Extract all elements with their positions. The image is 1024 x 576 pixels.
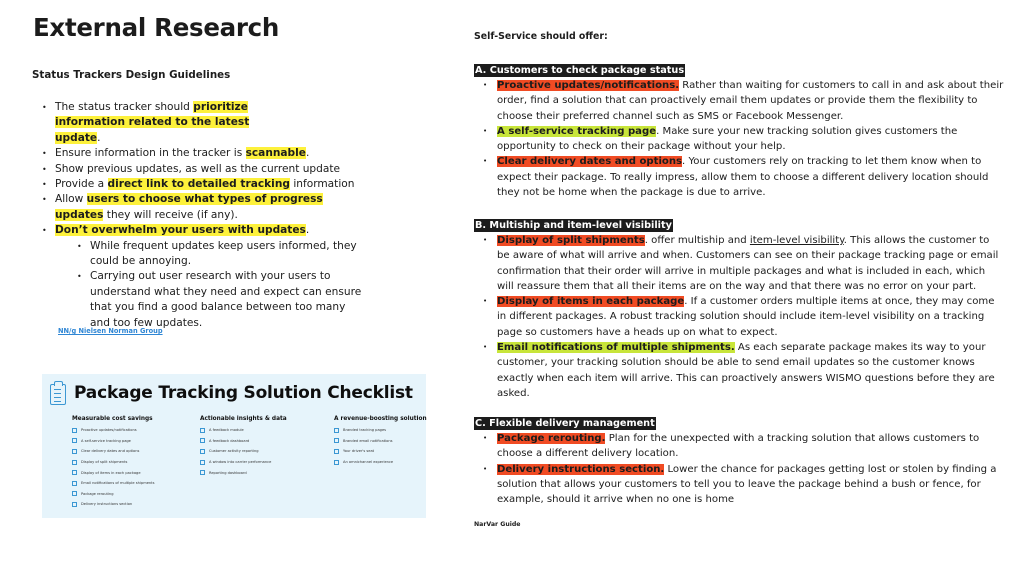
- item-highlight: Proactive updates/notifications.: [497, 80, 680, 91]
- checklist-item: [72, 457, 154, 468]
- guideline-highlight: direct link to detailed tracking: [107, 178, 290, 191]
- item-highlight: A self-service tracking page: [497, 125, 657, 137]
- checklist-item-label: Clear delivery dates and options: [81, 449, 140, 454]
- checklist-item-label: Branded email notifications: [343, 438, 393, 443]
- nngroup-source-link[interactable]: NN/g Nielsen Norman Group: [58, 327, 163, 335]
- checklist-item-label: A self-service tracking page: [81, 438, 131, 443]
- checklist-item-label: Display of items in each package: [81, 470, 141, 475]
- item-text: . This allows the customer to be aware of what will arrive and when. Customers can see on their package tracking page or email confirmation that their order will arrive in multiple packages and what is included in each, which will reassure them that all their items are on the way and that there was no error on your part.: [497, 235, 999, 292]
- section-title: A. Customers to check package status: [475, 65, 685, 76]
- section-title: B. Multiship and item-level visibility: [475, 220, 672, 231]
- checkbox-icon: [334, 428, 339, 433]
- guideline-text: The status tracker should: [55, 101, 194, 113]
- item-highlight: Package rerouting.: [497, 433, 606, 444]
- checklist-column: [200, 416, 287, 478]
- checkbox-icon: [72, 470, 77, 475]
- guideline-sub-item: • Carrying out user research with your users to understand what they need and expect can ensure that you find a good balance between too many and too few updates.: [73, 269, 363, 331]
- guideline-highlight: scannable: [245, 147, 306, 160]
- checkbox-icon: [72, 428, 77, 433]
- section-item: [474, 233, 1004, 294]
- item-text: . Your customers rely on tracking to let them know when to expect their package. To really impress, allow them to choose a different delivery location should they not be home when the package is due to arrive.: [497, 156, 989, 199]
- section-item: [474, 124, 1004, 155]
- guidelines-list: [38, 100, 378, 331]
- checklist-column-heading: Measurable cost savings: [72, 416, 153, 422]
- guideline-highlight: Don’t overwhelm your users with updates: [55, 224, 306, 237]
- item-text: As each separate package makes its way to your customer, your tracking solution should be able to send email updates so the customer knows exactly when each item will arrive. This can proactively answers WISMO questions before they are asked.: [497, 342, 995, 399]
- checklist-item: [334, 446, 427, 457]
- checklist-column-heading: A revenue-boosting solution: [334, 416, 427, 422]
- guideline-text: Provide a: [55, 178, 108, 191]
- checklist-item-label: Proactive updates/notifications: [81, 428, 137, 433]
- checklist-item: [72, 467, 154, 478]
- item-highlight: Clear delivery dates and options: [497, 156, 683, 168]
- checklist-item-label: An omnichannel experience: [343, 460, 394, 465]
- checklist-item: [72, 436, 154, 447]
- checkbox-icon: [72, 460, 77, 465]
- guideline-item: [38, 146, 378, 161]
- guideline-item: [38, 192, 358, 223]
- checklist-item-label: Branded tracking pages: [343, 428, 387, 433]
- section-a: [474, 58, 1004, 200]
- narvar-source: NarVar Guide: [474, 521, 521, 528]
- guideline-item: [38, 162, 378, 177]
- checklist-title: Package Tracking Solution Checklist: [74, 383, 413, 403]
- guideline-text: .: [97, 131, 101, 144]
- guideline-item: [38, 223, 378, 331]
- checkbox-icon: [72, 481, 77, 486]
- section-item: [474, 462, 1004, 508]
- guideline-highlight: users to choose what types of progress updates: [55, 193, 323, 221]
- item-text: Lower the chance for packages getting lost or stolen by finding a solution that allows your customers to tell you to leave the package behind a bush or fence, for example, should it arrive when no one is home: [497, 463, 997, 506]
- checklist-item-label: Your driver's seat: [343, 449, 375, 454]
- section-title: C. Flexible delivery management: [475, 418, 655, 429]
- checklist-item-label: Package rerouting: [81, 491, 114, 496]
- guideline-text: Show previous updates, as well as the current update: [55, 162, 341, 175]
- guideline-sub-item: • While frequent updates keep users informed, they could be annoying.: [73, 239, 363, 270]
- guideline-item: [38, 177, 378, 192]
- section-item: [474, 294, 1004, 340]
- item-text: Rather than waiting for customers to call in and ask about their order, find a solution that can proactively email them updates or provide them the flexibility to choose their preferred channel such as SMS or Facebook Messenger.: [497, 80, 1004, 122]
- package-tracking-checklist: [42, 374, 426, 518]
- checklist-item-label: A feedback dashboard: [209, 438, 250, 443]
- guideline-text: .: [305, 224, 310, 237]
- checklist-item: [200, 457, 287, 468]
- guideline-text: Ensure information in the tracker is: [55, 147, 246, 160]
- item-text: . Make sure your new tracking solution gives customers the opportunity to check on their package without your help.: [497, 125, 958, 153]
- checklist-item-label: Delivery instructions section: [81, 502, 133, 507]
- checkbox-icon: [72, 449, 77, 454]
- checklist-item: [200, 446, 287, 457]
- checklist-item-label: A feedback module: [209, 428, 244, 433]
- item-text: . offer multiship and: [644, 235, 750, 246]
- clipboard-icon: [50, 384, 66, 405]
- checklist-item: [334, 436, 427, 447]
- checklist-item-label: Reporting dashboard: [209, 470, 247, 475]
- guideline-highlight: prioritize information related to the latest update: [55, 101, 250, 144]
- section-item: [474, 154, 1004, 200]
- guideline-text: Allow: [55, 193, 87, 206]
- checkbox-icon: [200, 438, 205, 443]
- guideline-item: [38, 100, 288, 146]
- checklist-column: [334, 416, 427, 467]
- checklist-item: [200, 467, 287, 478]
- checklist-item: [200, 425, 287, 436]
- checklist-item: [72, 425, 154, 436]
- section-list: [474, 233, 1004, 401]
- self-service-heading: Self-Service should offer:: [474, 31, 608, 42]
- section-list: [474, 431, 1004, 507]
- checkbox-icon: [200, 449, 205, 454]
- guideline-text: .: [305, 147, 310, 160]
- item-text: Plan for the unexpected with a tracking solution that allows customers to choose a different delivery location.: [497, 433, 980, 460]
- checkbox-icon: [334, 449, 339, 454]
- checklist-item: [334, 425, 427, 436]
- checklist-item-label: Email notifications of multiple shipments: [81, 481, 155, 486]
- item-highlight: Email notifications of multiple shipments.: [497, 342, 735, 354]
- checklist-item: [72, 446, 154, 457]
- checklist-item-label: Customer activity reporting: [209, 449, 259, 454]
- section-item: [474, 340, 1004, 401]
- item-highlight: Delivery instructions section.: [497, 463, 665, 475]
- guideline-text: information: [289, 178, 355, 191]
- checklist-item: [72, 489, 154, 500]
- checkbox-icon: [72, 491, 77, 496]
- section-item: [474, 431, 1004, 462]
- checklist-item: [200, 436, 287, 447]
- section-b: [474, 213, 1004, 401]
- item-highlight: Display of split shipments: [497, 235, 645, 246]
- checkbox-icon: [200, 470, 205, 475]
- guideline-text: they will receive (if any).: [103, 208, 238, 221]
- checkbox-icon: [200, 460, 205, 465]
- section-item: [474, 78, 1004, 124]
- checklist-column-heading: Actionable insights & data: [200, 416, 287, 422]
- checklist-item: [72, 499, 154, 510]
- section-list: [474, 78, 1004, 200]
- checkbox-icon: [72, 438, 77, 443]
- guideline-sub-list: [73, 239, 363, 331]
- checklist-column: [72, 416, 154, 510]
- item-text: . If a customer orders multiple items at once, they may come in different packages. A robust tracking solution should include item-level visibility on a tracking page so customers have a heads up on what to expect.: [497, 296, 995, 338]
- checklist-item-label: A window into carrier performance: [209, 460, 272, 465]
- checkbox-icon: [334, 438, 339, 443]
- checklist-item: [334, 457, 427, 468]
- checkbox-icon: [72, 502, 77, 507]
- checklist-item: [72, 478, 154, 489]
- guidelines-title: Status Trackers Design Guidelines: [32, 69, 231, 81]
- checklist-item-label: Display of split shipments: [81, 460, 128, 465]
- page-title: External Research: [33, 13, 280, 42]
- section-c: [474, 411, 1004, 507]
- checkbox-icon: [334, 460, 339, 465]
- checkbox-icon: [200, 428, 205, 433]
- item-level-visibility-link[interactable]: item-level visibility: [749, 235, 844, 246]
- item-highlight: Display of items in each package: [497, 296, 685, 308]
